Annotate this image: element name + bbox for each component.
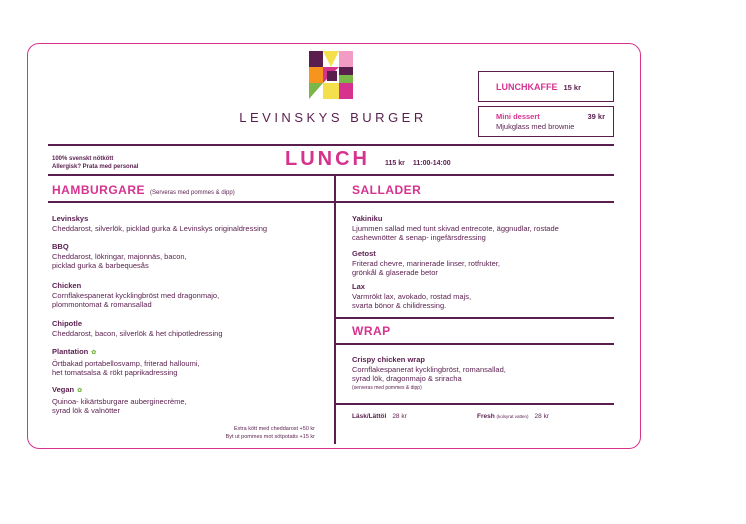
extra-line-1: Extra kött med cheddarost +50 kr (233, 426, 315, 432)
dessert-name: Mini dessert (496, 112, 540, 121)
wrap-crispy-chicken (352, 355, 506, 392)
sallader-header (352, 183, 421, 197)
drink-name: Läsk/Lättöl (352, 413, 387, 420)
item-desc: het tomatsalsa & rökt paprikadressing (52, 368, 178, 377)
drink-price: 28 kr (392, 413, 407, 420)
extras-note (180, 425, 315, 441)
lunch-meta (385, 160, 451, 167)
divider-lunch (48, 174, 614, 176)
item-desc: Cornflakespanerat kycklingbröst med dragonmajo, (52, 290, 220, 300)
item-desc: Cheddarost, bacon, silverlök & het chipotledressing (52, 328, 223, 338)
item-desc: Cheddarost, silverlök, picklad gurka & Levinskys originaldressing (52, 223, 268, 233)
divider-drinks (335, 403, 614, 405)
divider-sallader (335, 201, 614, 203)
item-desc: syrad lök, dragonmajo & sriracha (352, 374, 462, 383)
divider-hamburgare (48, 201, 334, 203)
item-name: Vegan (52, 385, 75, 394)
leaf-icon: ✿ (77, 388, 83, 394)
item-desc: Cheddarost, lökringar, majonnäs, bacon, (52, 251, 187, 261)
info-text (52, 155, 138, 171)
lunch-price: 115 kr (385, 160, 405, 167)
item-desc: Friterad chevre, marinerade linser, rotfrukter, (352, 258, 500, 268)
extra-line-2: Byt ut pommes mot sötpotatis +15 kr (225, 434, 315, 440)
dessert-price: 39 kr (587, 112, 605, 121)
item-desc: syrad lök & valnötter (52, 406, 120, 415)
sallader-title: SALLADER (352, 183, 422, 197)
item-name: Chicken (52, 281, 82, 290)
item-name: Lax (352, 282, 365, 291)
sallad-getost (352, 249, 500, 278)
divider-wrap-top (335, 317, 614, 319)
drink-fresh (477, 413, 549, 420)
burger-bbq (52, 242, 187, 271)
item-desc: picklad gurka & barbequesås (52, 261, 149, 270)
hamburgare-note: (Serveras med pommes & dipp) (150, 190, 235, 196)
drink-name: Fresh (477, 413, 495, 420)
hamburgare-title: HAMBURGARE (52, 183, 145, 197)
burger-chipotle (52, 319, 223, 338)
item-name: Getost (352, 249, 376, 258)
item-name: Plantation (52, 347, 89, 356)
info-line-1: 100% svenskt nötkött (52, 156, 114, 162)
item-name: Crispy chicken wrap (352, 355, 425, 364)
info-line-2: Allergisk? Prata med personal (52, 164, 139, 170)
lunchkaffe-price: 15 kr (563, 83, 582, 92)
lunch-time: 11:00-14:00 (412, 160, 451, 167)
drink-price: 28 kr (534, 413, 549, 420)
lunchkaffe-name: LUNCHKAFFE (496, 82, 558, 92)
divider-top (48, 144, 614, 146)
item-desc: Ljummen sallad med tunt skivad entrecote, äggnudlar, rostade (352, 223, 559, 233)
hamburgare-header (52, 183, 235, 197)
item-name: BBQ (52, 242, 69, 251)
sallad-lax (352, 282, 471, 311)
item-desc: Örtbakad portabellosvamp, friterad halloumi, (52, 358, 200, 368)
lunch-title: LUNCH (285, 148, 370, 170)
leaf-icon: ✿ (91, 350, 97, 356)
item-desc: Cornflakespanerat kycklingbröst, romansallad, (352, 364, 506, 374)
item-desc: plommontomat & romansallad (52, 300, 152, 309)
burger-levinskys (52, 214, 267, 233)
sallad-yakiniku (352, 214, 559, 243)
item-desc: Varmrökt lax, avokado, rostad majs, (352, 291, 472, 301)
item-desc: svarta bönor & chilidressing. (352, 301, 447, 310)
dessert-desc: Mjukglass med brownie (496, 122, 575, 131)
lunchkaffe-box (478, 71, 614, 102)
burger-vegan (52, 385, 187, 416)
brand-name: LEVINSKYS BURGER (239, 110, 427, 125)
item-desc: Quinoa- kikärtsburgare auberginecrème, (52, 396, 187, 406)
drink-sub: (kolsyrat vatten) (496, 414, 529, 419)
divider-wrap-bottom (335, 343, 614, 345)
wrap-title: WRAP (352, 324, 391, 338)
dessert-box (478, 106, 614, 137)
burger-plantation (52, 347, 200, 378)
wrap-header (352, 324, 391, 338)
item-name: Chipotle (52, 319, 82, 328)
burger-chicken (52, 281, 219, 310)
item-desc: cashewnötter & senap- ingefärsdressing (352, 233, 486, 242)
brand-logo (309, 51, 353, 99)
item-name: Levinskys (52, 214, 89, 223)
item-desc: grönkål & glaserade betor (352, 268, 438, 277)
item-note: (serveras med pommes & dipp) (352, 384, 422, 391)
item-name: Yakiniku (352, 214, 383, 223)
drink-lask (352, 413, 407, 420)
